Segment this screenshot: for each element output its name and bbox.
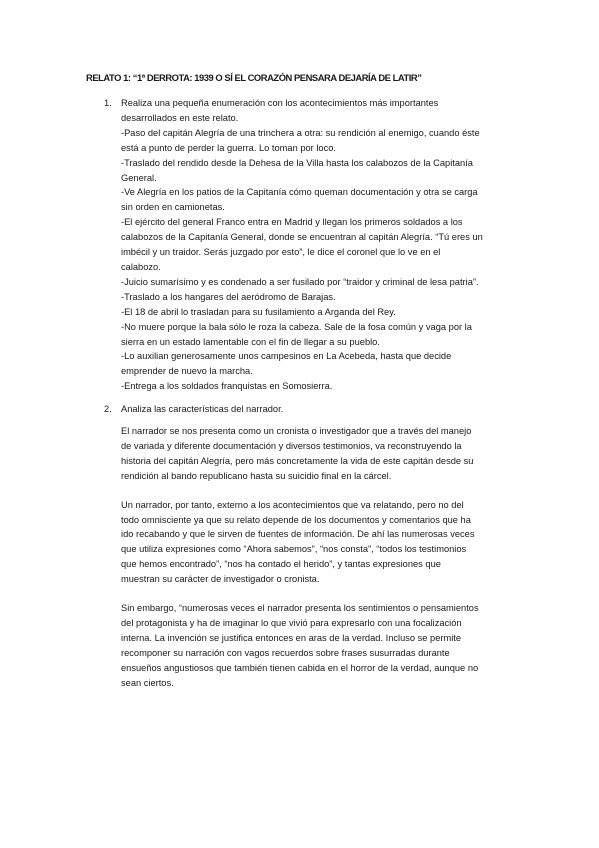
text-line: de variada y diferente documentación y diversos testimonios, va reconstruyendo la [121,440,462,451]
text-line: El narrador se nos presenta como un cronista o investigador que a través del manejo [121,426,472,436]
text-line: muestran su carácter de investigador o cronista. [121,574,320,585]
text-line: General. [121,172,157,183]
question-number: 2. [104,404,112,414]
text-line: -El ejército del general Franco entra en Madrid y llegan los primeros soldados a los [121,217,463,228]
text-line: interna. La invención se justifica entonces en aras de la verdad. Incluso se permite [121,632,462,643]
text-line: -El 18 de abril lo trasladan para su fusilamiento a Arganda del Rey. [121,306,396,317]
text-line: emprender de nuevo la marcha. [121,366,253,377]
text-line: ensueños angustiosos que también tienen cabida en el horror de la verdad, aunque no [121,662,479,673]
text-line: rendición al bando republicano hasta su suicidio final en la cárcel. [121,470,392,481]
text-line: imbécil y un traidor. Serás juzgado por esto”, le dice el coronel que lo ve en el [121,247,441,258]
text-line: -Paso del capitán Alegría de una trinchera a otra: su rendición al enemigo, cuando éste [121,127,480,138]
paragraph [121,601,525,690]
text-line: Realiza una pequeña enumeración con los acontecimientos más importantes [121,98,439,108]
text-line: -Ve Alegría en los patios de la Capitanía cómo queman documentación y otra se carga [121,187,478,198]
text-line: que utiliza expresiones como “Ahora sabemos”, “nos consta”, “todos los testimonios [121,544,467,555]
question-number: 1. [104,98,112,108]
text-line: está a punto de perder la guerra. Lo toman por loco. [121,142,336,153]
text-line: desarrollados en este relato. [121,112,239,123]
text-line: -Juicio sumarísimo y es condenado a ser fusilado por “traidor y criminal de lesa patria”. [121,276,479,287]
text-line: sierra en un estado lamentable con el fin de llegar a su pueblo. [121,336,380,347]
text-line: calabozos de la Capitanía General, donde se encuentran al capitán Alegría. “Tú eres un [121,232,483,243]
text-line: del protagonista y ha de imaginar lo que vivió para expresarlo con una focalización [121,617,462,628]
paragraph [121,498,525,587]
question-2-heading-wrap [121,402,525,417]
text-line: calabozo. [121,261,161,272]
document-title: RELATO 1: “1ª DERROTA: 1939 O SÍ EL CORAZÓN PENSARA DEJARÍA DE LATIR” [86,72,422,83]
text-line: Un narrador, por tanto, externo a los acontecimientos que va relatando, pero no del [121,499,464,510]
text-line: sean ciertos. [121,677,174,688]
text-line: -Traslado a los hangares del aeródromo de Barajas. [121,291,336,302]
text-line: todo omnisciente ya que su relato depende de los documentos y comentarios que ha [121,514,471,525]
text-line: historia del capitán Alegría, pero más concretamente la vida de este capitán desde su [121,455,474,466]
text-line: -Traslado del rendido desde la Dehesa de la Villa hasta los calabozos de la Capitanía [121,157,473,168]
text-line: Sin embargo, “numerosas veces el narrador presenta los sentimientos o pensamientos [121,603,479,614]
question-2-heading: Analiza las características del narrador. [121,404,284,414]
question-1-answer [121,96,525,394]
text-line: ido recabando y que le sirven de fuentes de información. De ahí las numerosas veces [121,529,475,540]
text-line: -Lo auxilian generosamente unos campesinos en La Acebeda, hasta que decide [121,351,452,362]
text-line: -Entrega a los soldados franquistas en Somosierra. [121,381,333,392]
text-line: recomponer su narración con vagos recuerdos sobre frases susurradas durante [121,647,450,658]
question-2-answer [121,424,525,705]
text-line: que hemos encontrado”, “nos ha contado el herido”, y tantas expresiones que [121,559,441,570]
text-line: -No muere porque la bala sólo le roza la cabeza. Sale de la fosa común y vaga por la [121,321,472,332]
text-line: sin orden en camionetas. [121,202,225,213]
paragraph [121,424,525,484]
